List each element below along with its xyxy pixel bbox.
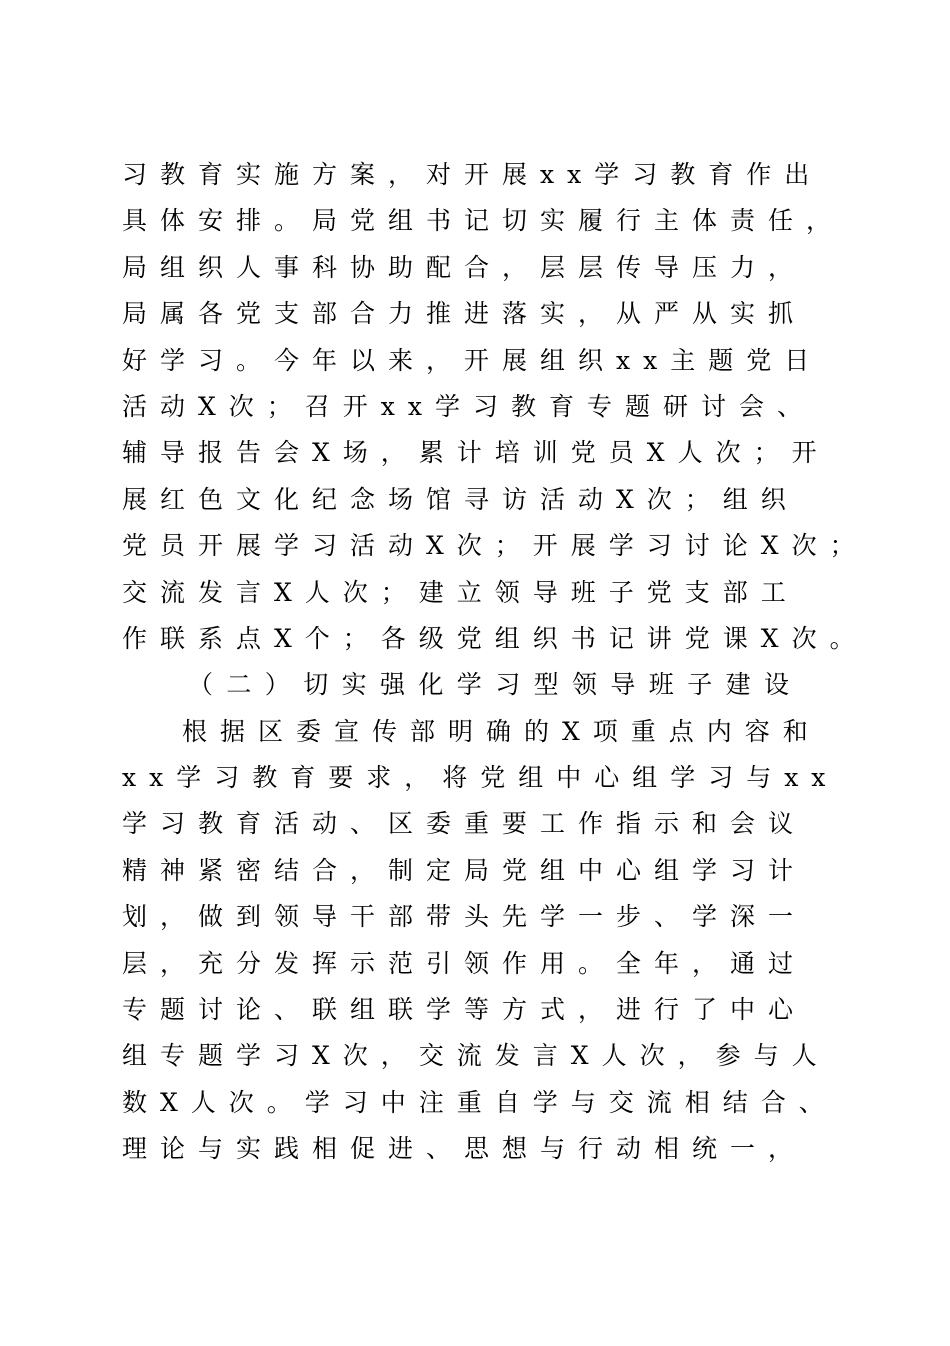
text-line: 局属各党支部合力推进落实，从严从实抓: [122, 299, 807, 329]
text-line: 组专题学习X次，交流发言X人次，参与人: [122, 1041, 830, 1071]
text-line: 交流发言X人次；建立领导班子党支部工: [122, 577, 799, 607]
text-line: 精神紧密结合，制定局党组中心组学习计: [122, 855, 807, 885]
text-line: 党员开展学习活动X次；开展学习讨论X次；: [122, 531, 868, 561]
text-line: 具体安排。局党组书记切实履行主体责任，: [122, 206, 845, 236]
text-line: xx学习教育要求，将党组中心组学习与xx: [122, 763, 839, 793]
text-line: 辅导报告会X场，累计培训党员X人次；开: [122, 438, 830, 468]
text-line: 展红色文化纪念场馆寻访活动X次；组织: [122, 484, 799, 514]
text-line: 活动X次；召开xx学习教育专题研讨会、: [122, 391, 815, 421]
text-line: 数X人次。学习中注重自学与交流相结合、: [122, 1087, 837, 1117]
text-line: 好学习。今年以来，开展组织xx主题党日: [122, 345, 823, 375]
text-line: 习教育实施方案，对开展xx学习教育作出: [122, 160, 823, 189]
section-heading: （二）切实强化学习型领导班子建设: [188, 670, 803, 700]
text-line: 学习教育活动、区委重要工作指示和会议: [122, 809, 807, 839]
text-line: 理论与实践相促进、思想与行动相统一，: [122, 1134, 807, 1164]
text-line: 局组织人事科协助配合，层层传导压力，: [122, 252, 807, 282]
body-text: [122, 152, 868, 1173]
text-line: 划，做到领导干部带头先学一步、学深一: [122, 902, 807, 932]
text-line: 层，充分发挥示范引领作用。全年，通过: [122, 948, 807, 978]
paragraph-first-line: 根据区委宣传部明确的X项重点内容和: [182, 716, 821, 746]
text-line: 作联系点X个；各级党组织书记讲党课X次。: [122, 623, 868, 653]
text-line: 专题讨论、联组联学等方式，进行了中心: [122, 995, 807, 1025]
